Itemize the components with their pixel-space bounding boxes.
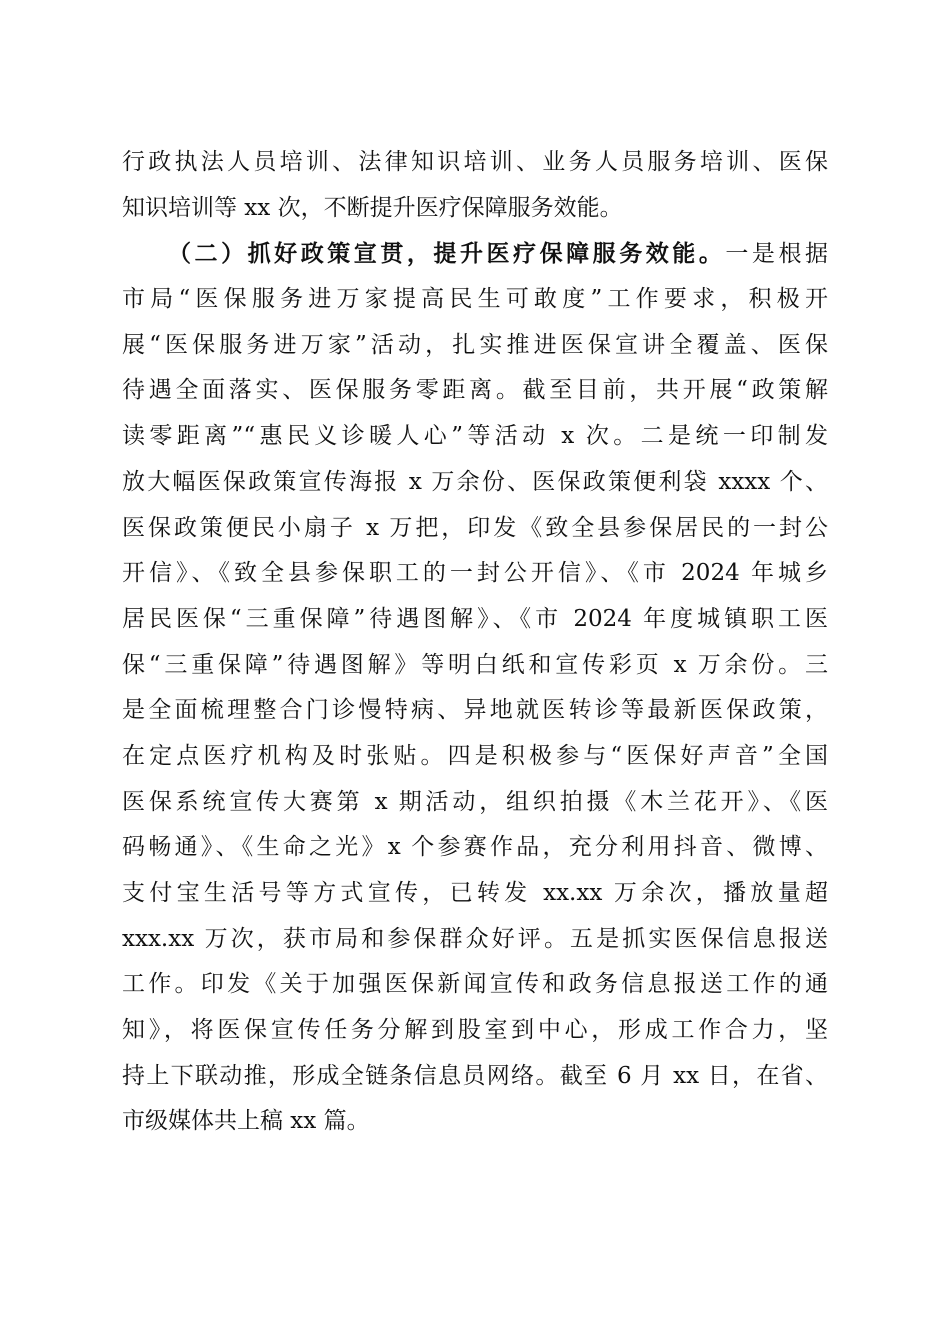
text-line: 开信》、《致全县参保职工的一封公开信》、《市 2024 年城乡 [122, 560, 828, 587]
text-line: 工作。印发《关于加强医保新闻宣传和政务信息报送工作的通 [122, 971, 828, 998]
section-heading-line [122, 231, 828, 277]
text-line: 码畅通》、《生命之光》x 个参赛作品，充分利用抖音、微博、 [122, 834, 828, 861]
text-line: 行政执法人员培训、法律知识培训、业务人员服务培训、医保 [122, 149, 828, 175]
text-line: 持上下联动推，形成全链条信息员网络。截至 6 月 xx 日，在省、 [122, 1062, 828, 1089]
text-line: xxx.xx 万次，获市局和参保群众好评。五是抓实医保信息报送 [122, 925, 828, 952]
text-line: 居民医保“三重保障”待遇图解》、《市 2024 年度城镇职工医 [122, 605, 828, 632]
text-line: 市级媒体共上稿 xx 篇。 [122, 1108, 370, 1135]
section-heading: （二）抓好政策宣贯，提升医疗保障服务效能。 [168, 240, 726, 268]
text-run: 一是根据 [725, 241, 828, 268]
text-line: 读零距离”“惠民义诊暖人心”等活动 x 次。二是统一印制发 [122, 423, 828, 450]
text-line: 知》，将医保宣传任务分解到股室到中心，形成工作合力，坚 [122, 1017, 828, 1044]
text-line: 保“三重保障”待遇图解》等明白纸和宣传彩页 x 万余份。三 [122, 651, 828, 678]
text-line: 支付宝生活号等方式宣传，已转发 xx.xx 万余次，播放量超 [122, 880, 828, 906]
text-line: 医保系统宣传大赛第 x 期活动，组织拍摄《木兰花开》、《医 [122, 788, 828, 815]
text-line: 在定点医疗机构及时张贴。四是积极参与“医保好声音”全国 [122, 742, 828, 769]
text-line: 知识培训等 xx 次，不断提升医疗保障服务效能。 [122, 194, 623, 221]
text-line: 医保政策便民小扇子 x 万把，印发《致全县参保居民的一封公 [122, 514, 828, 541]
text-line: 待遇全面落实、医保服务零距离。截至目前，共开展“政策解 [122, 377, 828, 404]
text-line: 展“医保服务进万家”活动，扎实推进医保宣讲全覆盖、医保 [122, 331, 828, 358]
text-line: 放大幅医保政策宣传海报 x 万余份、医保政策便利袋 xxxx 个、 [122, 468, 828, 495]
text-line: 市局“医保服务进万家提高民生可敢度”工作要求，积极开 [122, 286, 828, 313]
text-line: 是全面梳理整合门诊慢特病、异地就医转诊等最新医保政策， [122, 697, 828, 724]
document-body [122, 140, 828, 1145]
